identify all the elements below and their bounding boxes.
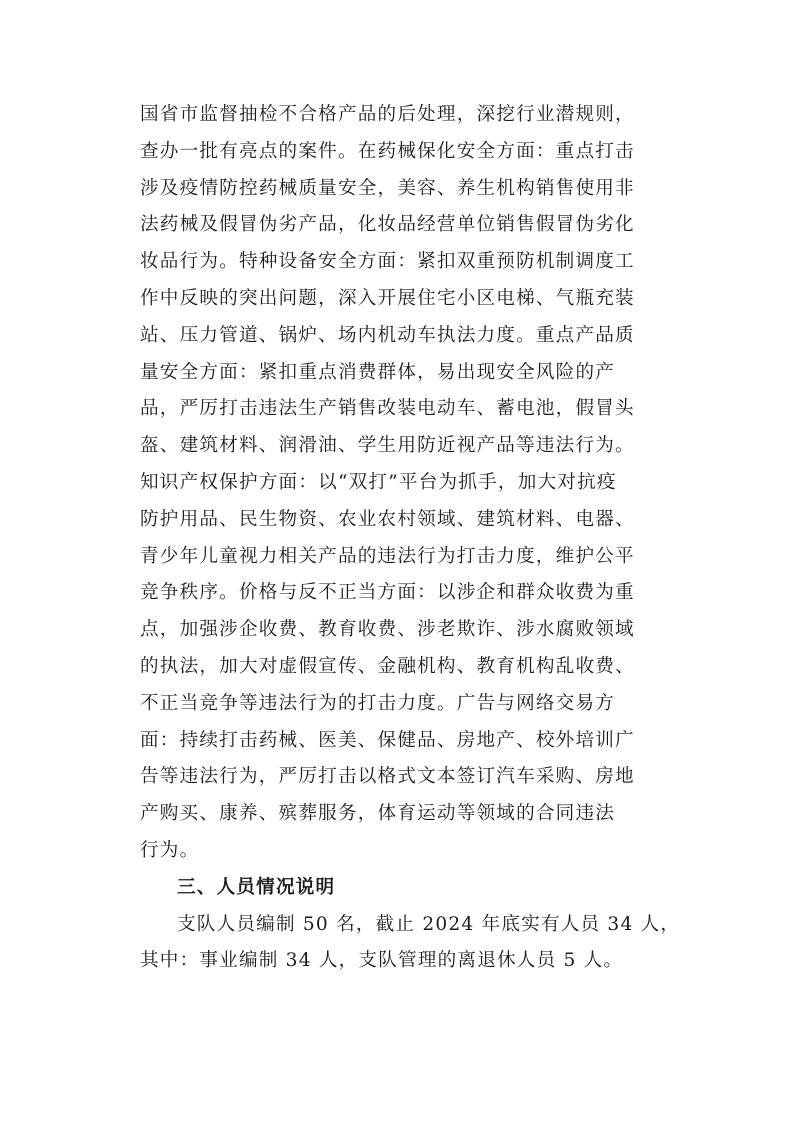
text-line: 知识产权保护方面：以“双打”平台为抓手，加大对抗疫 [140,471,617,493]
text-line: 妆品行为。特种设备安全方面：紧扣双重预防机制调度工 [140,251,635,273]
staff-text-line: 支队人员编制 50 名，截止 2024 年底实有人员 34 人， [177,913,681,935]
text-line: 的执法，加大对虚假宣传、金融机构、教育机构乱收费、 [140,655,635,677]
text-line: 国省市监督抽检不合格产品的后处理，深挖行业潜规则， [140,104,635,125]
text-line: 告等违法行为，严厉打击以格式文本签订汽车采购、房地 [140,766,635,788]
staff-text-line: 其中：事业编制 34 人，支队管理的离退休人员 5 人。 [140,950,624,972]
text-line: 青少年儿童视力相关产品的违法行为打击力度，维护公平 [140,545,635,567]
text-line: 站、压力管道、锅炉、场内机动车执法力度。重点产品质 [140,324,635,346]
text-line: 品，严厉打击违法生产销售改装电动车、蓄电池，假冒头 [140,398,635,420]
text-line: 量安全方面：紧扣重点消费群体，易出现安全风险的产 [140,361,616,383]
text-line: 查办一批有亮点的案件。在药械保化安全方面：重点打击 [140,140,635,162]
text-line: 盔、建筑材料、润滑油、学生用防近视产品等违法行为。 [140,435,635,457]
text-line: 防护用品、民生物资、农业农村领域、建筑材料、电器、 [140,508,635,530]
text-line: 点，加强涉企收费、教育收费、涉老欺诈、涉水腐败领域 [140,619,635,641]
body-text [140,97,700,980]
text-line: 法药械及假冒伪劣产品，化妆品经营单位销售假冒伪劣化 [140,214,635,236]
text-line: 不正当竞争等违法行为的打击力度。广告与网络交易方 [140,692,616,714]
text-line: 行为。 [140,839,200,861]
text-line: 作中反映的突出问题，深入开展住宅小区电梯、气瓶充装 [140,287,635,309]
text-line: 产购买、康养、殡葬服务，体育运动等领域的合同违法 [140,803,616,825]
section-heading: 三、人员情况说明 [177,876,336,898]
text-line: 涉及疫情防控药械质量安全，美容、养生机构销售使用非 [140,177,635,199]
text-line: 面：持续打击药械、医美、保健品、房地产、校外培训广 [140,729,635,751]
text-line: 竞争秩序。价格与反不正当方面：以涉企和群众收费为重 [140,582,635,604]
